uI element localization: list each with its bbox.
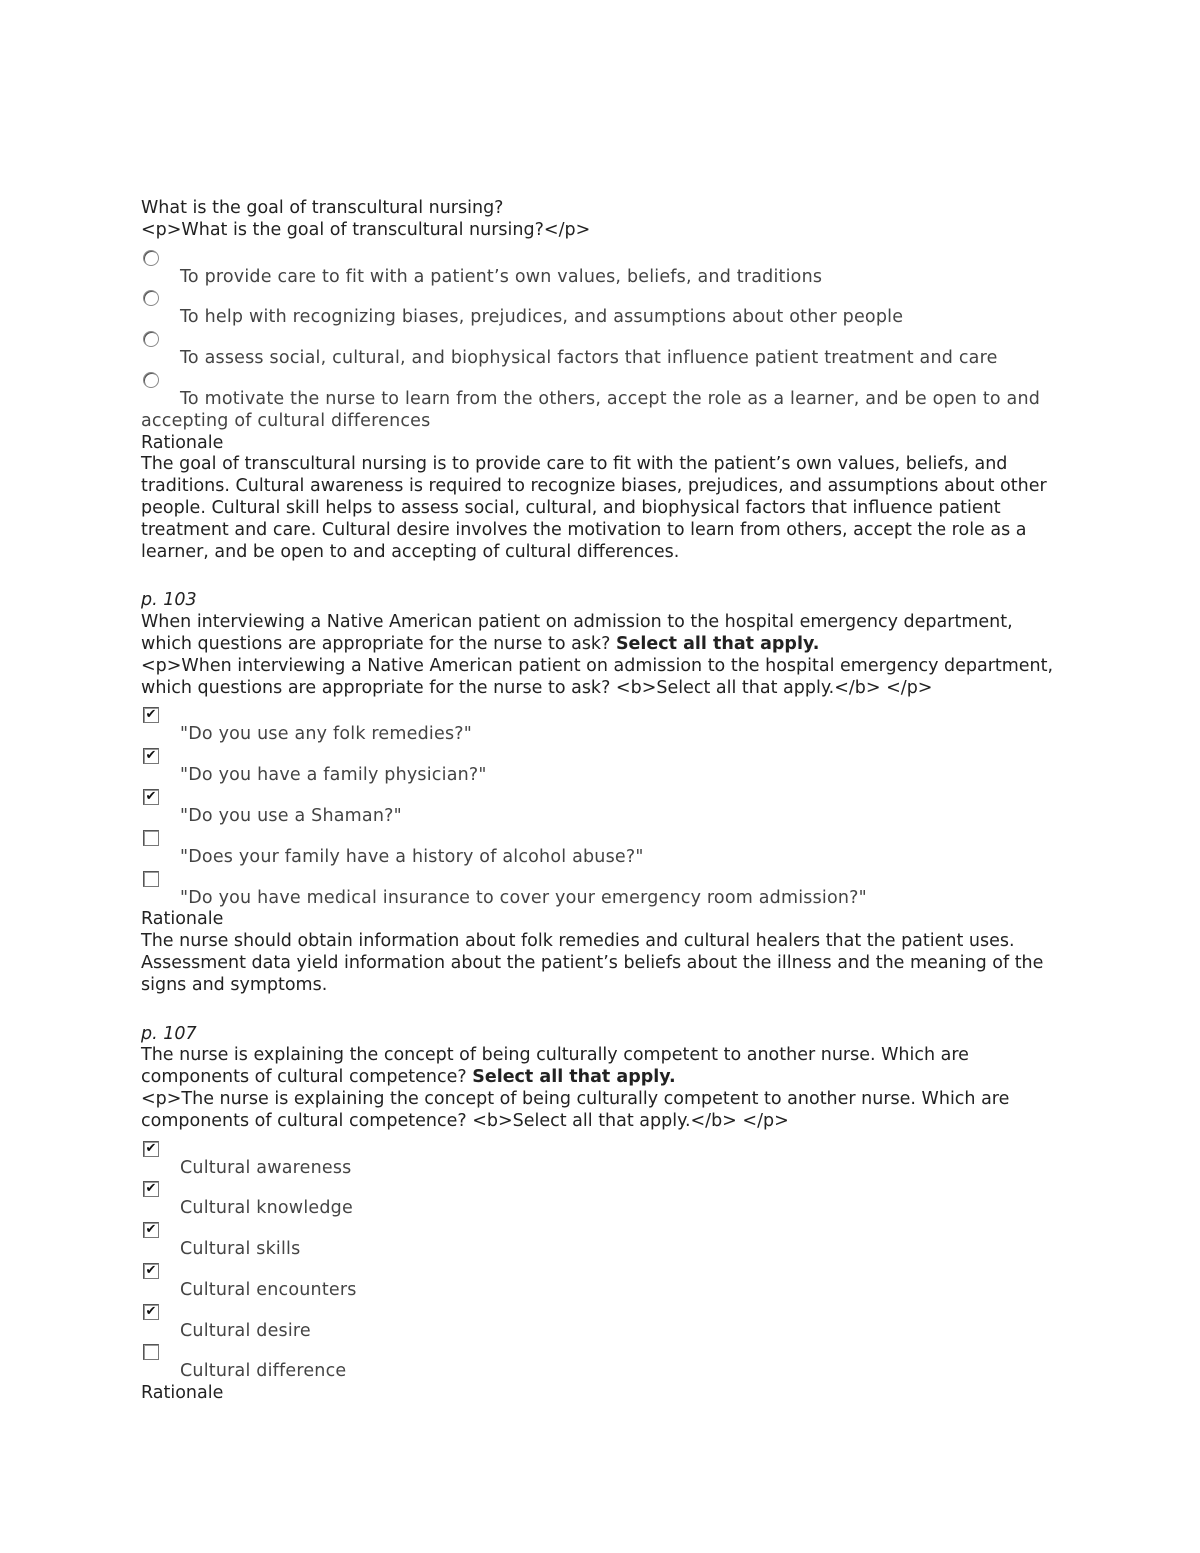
answer-option[interactable] xyxy=(141,828,1061,869)
answer-option[interactable] xyxy=(141,1342,1061,1383)
checkbox-checked-icon[interactable]: ✔ xyxy=(143,748,159,764)
radio-button-icon[interactable] xyxy=(143,250,159,266)
option-label: "Do you have a family physician?" xyxy=(180,765,487,786)
question-text xyxy=(141,612,1061,656)
answer-option[interactable] xyxy=(141,329,1061,370)
question-raw-markup: <p>When interviewing a Native American patient on admission to the hospital emergency department, which questions are appropriate for the nurse to ask? <b>Select all that apply.</b> </p> xyxy=(141,655,1054,698)
checkbox-unchecked-icon[interactable] xyxy=(143,1344,159,1360)
radio-button-icon[interactable] xyxy=(143,372,159,388)
answer-option[interactable] xyxy=(141,1139,1061,1180)
checkbox-checked-icon[interactable]: ✔ xyxy=(143,1304,159,1320)
page-reference: p. 103 xyxy=(141,590,197,611)
answer-option[interactable] xyxy=(141,248,1061,289)
option-label: "Do you use any folk remedies?" xyxy=(180,724,472,745)
checkbox-checked-icon[interactable]: ✔ xyxy=(143,1222,159,1238)
question-raw-markup: <p>The nurse is explaining the concept of being culturally competent to another nurse. Which are components of cultural competence? <b>Select all that apply.</b> </p> xyxy=(141,1088,1010,1131)
option-label: Cultural knowledge xyxy=(180,1198,353,1219)
answer-option[interactable] xyxy=(141,288,1061,329)
question-stem: The nurse is explaining the concept of being culturally competent to another nurse. Which are components of cultural competence? xyxy=(141,1045,969,1088)
answer-option[interactable] xyxy=(141,1302,1061,1343)
select-all-instruction: Select all that apply. xyxy=(615,633,820,654)
question-block-3 xyxy=(141,1024,1061,1406)
option-label: Cultural awareness xyxy=(180,1157,352,1178)
option-label: "Do you use a Shaman?" xyxy=(180,805,402,826)
option-label: Cultural encounters xyxy=(180,1279,357,1300)
question-stem: When interviewing a Native American patient on admission to the hospital emergency department, which questions are appropriate for the nurse to ask? xyxy=(141,612,1013,654)
question-text: What is the goal of transcultural nursing? xyxy=(141,198,504,218)
answer-option[interactable] xyxy=(141,705,1061,746)
document-page xyxy=(141,198,1061,1405)
radio-button-icon[interactable] xyxy=(143,331,159,347)
option-label: "Do you have medical insurance to cover your emergency room admission?" xyxy=(180,887,867,908)
answer-option[interactable] xyxy=(141,1179,1061,1220)
option-label: Cultural difference xyxy=(180,1361,347,1382)
option-label: Cultural desire xyxy=(180,1320,311,1341)
rationale-heading: Rationale xyxy=(141,909,224,930)
option-label: Cultural skills xyxy=(180,1239,301,1260)
rationale-text: The nurse should obtain information about folk remedies and cultural healers that the patient uses. Assessment data yield information about the patient’s beliefs about the illness and the meaning of the signs and symptoms. xyxy=(141,931,1044,995)
select-all-instruction: Select all that apply. xyxy=(472,1067,676,1088)
radio-button-icon[interactable] xyxy=(143,290,159,306)
checkbox-checked-icon[interactable]: ✔ xyxy=(143,1141,159,1157)
checkbox-unchecked-icon[interactable] xyxy=(143,830,159,846)
option-label: To help with recognizing biases, prejudices, and assumptions about other people xyxy=(180,307,904,328)
checkbox-unchecked-icon[interactable] xyxy=(143,871,159,887)
answer-option[interactable] xyxy=(141,787,1061,828)
answer-option[interactable] xyxy=(141,1261,1061,1302)
rationale-text: The goal of transcultural nursing is to provide care to fit with the patient’s own values, beliefs, and traditions. Cultural awareness is required to recognize biases, prejudices, and assumptions about other people. Cultural skill helps to assess social, cultural, and biophysical factors that influence patient treatment and care. Cultural desire involves the motivation to learn from others, accept the role as a learner, and be open to and accepting of cultural differences. xyxy=(141,454,1047,562)
question-text xyxy=(141,1045,1061,1089)
answer-option[interactable] xyxy=(141,746,1061,787)
answer-option[interactable] xyxy=(141,370,1061,433)
rationale-heading: Rationale xyxy=(141,1383,224,1404)
question-block-2 xyxy=(141,590,1061,996)
question-raw-markup: <p>What is the goal of transcultural nursing?</p> xyxy=(141,219,591,240)
checkbox-checked-icon[interactable]: ✔ xyxy=(143,789,159,805)
checkbox-checked-icon[interactable]: ✔ xyxy=(143,1181,159,1197)
answer-option[interactable] xyxy=(141,869,1061,910)
checkbox-checked-icon[interactable]: ✔ xyxy=(143,707,159,723)
checkbox-checked-icon[interactable]: ✔ xyxy=(143,1263,159,1279)
answer-option[interactable] xyxy=(141,1220,1061,1261)
page-reference: p. 107 xyxy=(141,1023,197,1044)
option-label: To assess social, cultural, and biophysical factors that influence patient treatment and care xyxy=(180,348,998,369)
rationale-heading: Rationale xyxy=(141,432,224,453)
question-block-1 xyxy=(141,198,1061,563)
option-label: To provide care to fit with a patient’s own values, beliefs, and traditions xyxy=(180,266,823,287)
option-label: "Does your family have a history of alcohol abuse?" xyxy=(180,846,644,867)
option-label: To motivate the nurse to learn from the others, accept the role as a learner, and be open to and accepting of cultural differences xyxy=(141,388,1041,431)
